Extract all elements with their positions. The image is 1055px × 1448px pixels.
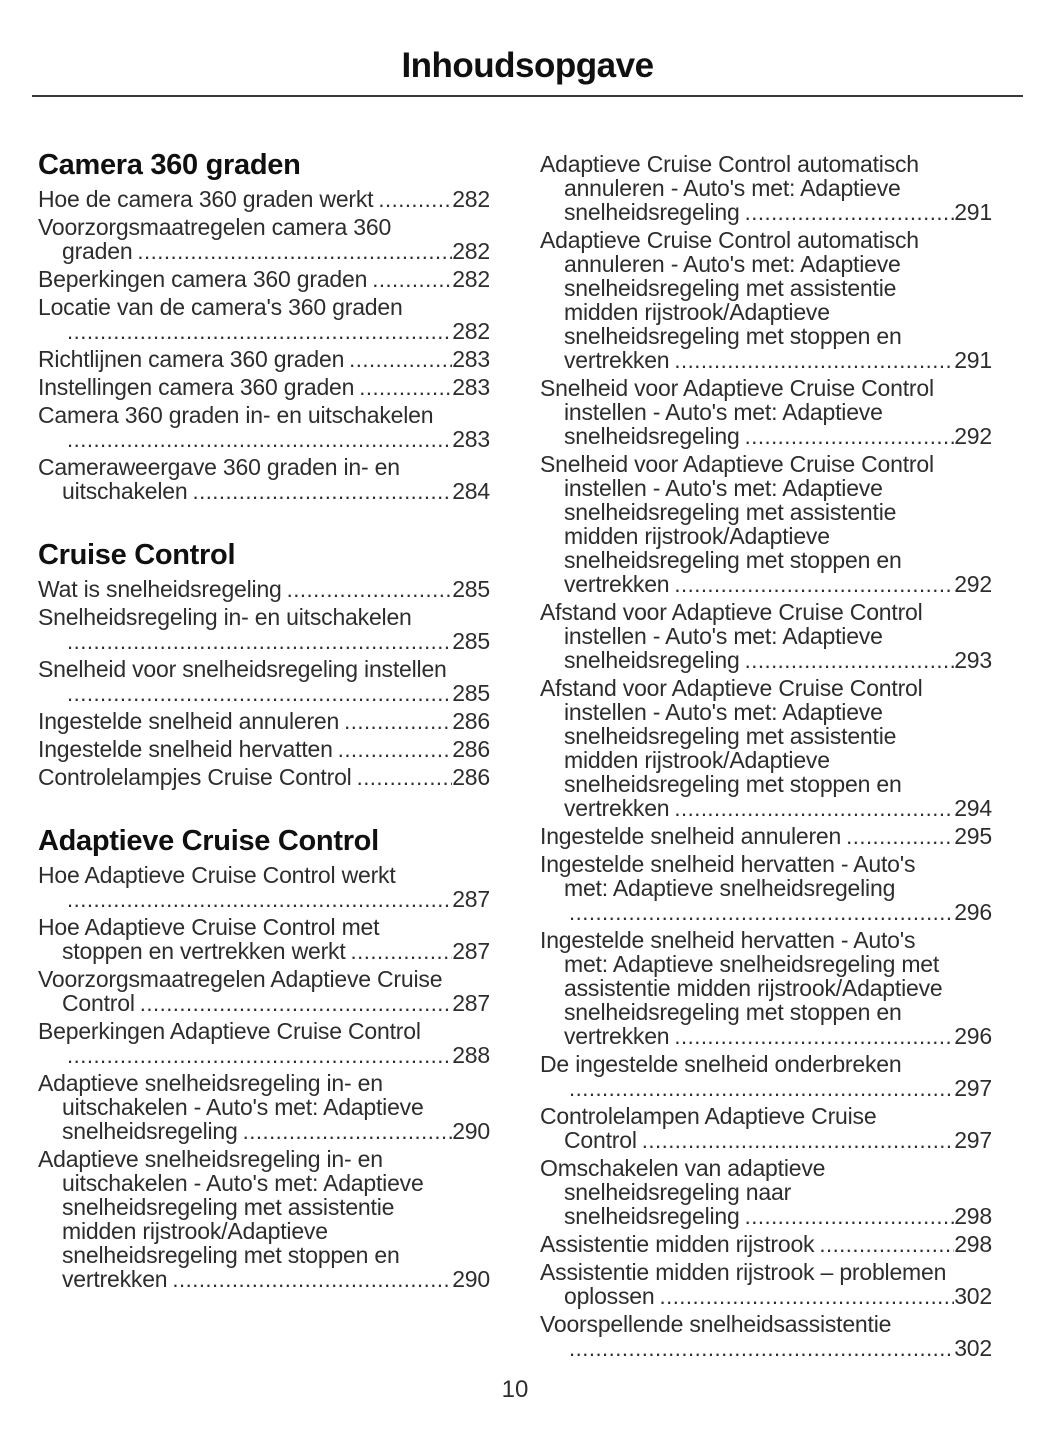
toc-entry-line — [38, 1147, 490, 1171]
toc-entry-line — [540, 548, 992, 572]
toc-entry-line — [540, 700, 992, 724]
toc-entry-line — [540, 1260, 992, 1284]
dot-leader — [378, 187, 452, 212]
toc-entry-line — [38, 1267, 490, 1292]
entry-text: snelheidsregeling met assistentie — [564, 723, 897, 749]
entry-page-number: 297 — [954, 1127, 992, 1153]
entry-page-number: 296 — [954, 1023, 992, 1049]
toc-entry — [540, 928, 992, 1049]
section-heading: Camera 360 graden — [38, 149, 301, 181]
entry-text: annuleren - Auto's met: Adaptieve — [564, 251, 901, 277]
toc-entry-line — [540, 572, 992, 597]
toc-entry-line — [38, 479, 490, 504]
entry-page-number: 286 — [452, 708, 490, 734]
toc-entry — [38, 709, 490, 734]
entry-text: Hoe Adaptieve Cruise Control met — [38, 914, 380, 940]
dot-leader — [287, 577, 453, 602]
toc-entry-line — [540, 1204, 992, 1229]
toc-entry-line — [38, 887, 490, 912]
toc-entry-line — [540, 1232, 992, 1257]
section-heading: Adaptieve Cruise Control — [38, 825, 379, 857]
dot-leader — [642, 1128, 954, 1153]
entry-text: Afstand voor Adaptieve Cruise Control — [540, 675, 923, 701]
toc-entry-line — [38, 863, 490, 887]
toc-entry — [540, 152, 992, 225]
entry-text: snelheidsregeling met assistentie — [62, 1194, 395, 1220]
toc-entry-line — [38, 939, 490, 964]
toc-entry-line — [38, 187, 490, 212]
entry-text: Adaptieve snelheidsregeling in- en — [38, 1146, 383, 1172]
entry-text: vertrekken — [564, 571, 670, 597]
entry-text: Locatie van de camera's 360 graden — [38, 294, 403, 320]
toc-entry-line — [540, 1076, 992, 1101]
entry-page-number: 283 — [452, 346, 490, 372]
toc-entry-line — [540, 1024, 992, 1049]
toc-entry — [38, 863, 490, 912]
toc-entry — [540, 1104, 992, 1153]
entry-text: Control — [564, 1127, 637, 1153]
entry-text: Assistentie midden rijstrook – problemen — [540, 1259, 947, 1285]
toc-entry-line — [38, 577, 490, 602]
toc-entry-line — [540, 876, 992, 900]
entry-text: midden rijstrook/Adaptieve — [564, 523, 830, 549]
toc-entry-line — [38, 629, 490, 654]
toc-entry — [540, 1052, 992, 1101]
toc-entry-line — [540, 176, 992, 200]
toc-entry-line — [540, 1156, 992, 1180]
entry-text: Adaptieve snelheidsregeling in- en — [38, 1070, 383, 1096]
entry-text: Camera 360 graden in- en uitschakelen — [38, 402, 434, 428]
entry-text: Cameraweergave 360 graden in- en — [38, 454, 400, 480]
entry-text: uitschakelen — [62, 478, 188, 504]
toc-entry-line — [38, 1095, 490, 1119]
entry-page-number: 287 — [452, 886, 490, 912]
header-rule — [32, 95, 1023, 97]
toc-entry-line — [540, 1180, 992, 1204]
entry-text: Controlelampen Adaptieve Cruise — [540, 1103, 877, 1129]
dot-leader — [674, 1024, 954, 1049]
entry-text: Wat is snelheidsregeling — [38, 576, 282, 602]
toc-entry-line — [540, 1284, 992, 1309]
toc-entry-line — [540, 624, 992, 648]
toc-entry — [540, 228, 992, 373]
toc-entry-line — [38, 347, 490, 372]
toc-entry-line — [540, 400, 992, 424]
entry-text: vertrekken — [62, 1266, 168, 1292]
toc-entry — [38, 1071, 490, 1144]
toc-column-right — [540, 150, 992, 1364]
entry-text: oplossen — [564, 1283, 655, 1309]
dot-leader — [819, 1232, 954, 1257]
toc-entry-line — [540, 452, 992, 476]
entry-page-number: 291 — [954, 199, 992, 225]
entry-text: Adaptieve Cruise Control automatisch — [540, 227, 919, 253]
dot-leader — [745, 648, 955, 673]
toc-entry-line — [38, 737, 490, 762]
toc-entry-line — [38, 455, 490, 479]
entry-text: snelheidsregeling — [564, 423, 740, 449]
toc-entry — [540, 452, 992, 597]
dot-leader — [67, 629, 452, 654]
toc-entry — [540, 600, 992, 673]
toc-entry-line — [540, 252, 992, 276]
entry-page-number: 285 — [452, 628, 490, 654]
dot-leader — [674, 796, 954, 821]
toc-entry — [38, 577, 490, 602]
toc-entry-line — [540, 772, 992, 796]
dot-leader — [243, 1119, 453, 1144]
entry-page-number: 294 — [954, 795, 992, 821]
entry-text: midden rijstrook/Adaptieve — [564, 747, 830, 773]
toc-entry-line — [38, 215, 490, 239]
toc-entry-line — [38, 657, 490, 681]
toc-entry-line — [540, 228, 992, 252]
toc-entry — [38, 267, 490, 292]
dot-leader — [846, 824, 954, 849]
toc-entry — [38, 737, 490, 762]
dot-leader — [674, 348, 954, 373]
entry-text: snelheidsregeling met stoppen en — [564, 323, 902, 349]
entry-page-number: 283 — [452, 426, 490, 452]
toc-entry-line — [540, 200, 992, 225]
toc-entry-line — [38, 1119, 490, 1144]
dot-leader — [674, 572, 954, 597]
entry-text: Snelheidsregeling in- en uitschakelen — [38, 604, 412, 630]
entry-text: Adaptieve Cruise Control automatisch — [540, 151, 919, 177]
toc-entry — [540, 1260, 992, 1309]
dot-leader — [140, 991, 452, 1016]
entry-text: Instellingen camera 360 graden — [38, 374, 355, 400]
entry-text: Controlelampjes Cruise Control — [38, 764, 352, 790]
toc-entry-line — [540, 276, 992, 300]
entry-text: Ingestelde snelheid hervatten — [38, 736, 333, 762]
toc-entry-line — [38, 1019, 490, 1043]
dot-leader — [351, 939, 453, 964]
page-footer — [38, 1376, 992, 1404]
toc-entry-line — [38, 709, 490, 734]
dot-leader — [569, 1336, 954, 1361]
entry-page-number: 290 — [452, 1266, 490, 1292]
toc-entry — [540, 676, 992, 821]
toc-entry-line — [540, 796, 992, 821]
entry-text: midden rijstrook/Adaptieve — [62, 1218, 328, 1244]
entry-text: Voorzorgsmaatregelen Adaptieve Cruise — [38, 966, 443, 992]
entry-page-number: 287 — [452, 938, 490, 964]
entry-text: instellen - Auto's met: Adaptieve — [564, 699, 883, 725]
toc-entry — [38, 403, 490, 452]
dot-leader — [659, 1284, 954, 1309]
dot-leader — [372, 267, 452, 292]
toc-entry-line — [38, 403, 490, 427]
entry-page-number: 292 — [954, 423, 992, 449]
entry-page-number: 282 — [452, 266, 490, 292]
dot-leader — [357, 765, 453, 790]
entry-text: vertrekken — [564, 795, 670, 821]
entry-text: stoppen en vertrekken werkt — [62, 938, 346, 964]
toc-entry-line — [540, 648, 992, 673]
toc-entry-line — [540, 676, 992, 700]
toc-column-left — [38, 150, 490, 1364]
toc-entry-line — [540, 152, 992, 176]
toc-entry-line — [38, 239, 490, 264]
entry-page-number: 282 — [452, 238, 490, 264]
toc-entry — [38, 915, 490, 964]
entry-text: vertrekken — [564, 1023, 670, 1049]
entry-page-number: 302 — [954, 1335, 992, 1361]
section-heading: Cruise Control — [38, 539, 236, 571]
toc-entry-line — [540, 900, 992, 925]
dot-leader — [137, 239, 452, 264]
toc-entry-line — [540, 600, 992, 624]
toc-entry — [540, 1156, 992, 1229]
dot-leader — [172, 1267, 452, 1292]
entry-text: Hoe Adaptieve Cruise Control werkt — [38, 862, 396, 888]
toc-entry-line — [38, 427, 490, 452]
toc-entry-line — [38, 765, 490, 790]
entry-text: uitschakelen - Auto's met: Adaptieve — [62, 1170, 424, 1196]
entry-text: vertrekken — [564, 347, 670, 373]
toc-entry — [38, 605, 490, 654]
dot-leader — [67, 681, 452, 706]
entry-page-number: 288 — [452, 1042, 490, 1068]
entry-text: snelheidsregeling — [564, 199, 740, 225]
entry-text: snelheidsregeling — [564, 647, 740, 673]
toc-entry — [540, 1312, 992, 1361]
entry-text: Assistentie midden rijstrook — [540, 1231, 815, 1257]
entry-text: Ingestelde snelheid annuleren — [540, 823, 842, 849]
entry-text: Richtlijnen camera 360 graden — [38, 346, 345, 372]
entry-text: instellen - Auto's met: Adaptieve — [564, 399, 883, 425]
entry-page-number: 285 — [452, 576, 490, 602]
toc-entry-line — [38, 1243, 490, 1267]
entry-page-number: 286 — [452, 764, 490, 790]
entry-text: met: Adaptieve snelheidsregeling met — [564, 951, 940, 977]
toc-entry-line — [38, 267, 490, 292]
dot-leader — [569, 1076, 954, 1101]
entry-page-number: 295 — [954, 823, 992, 849]
entry-page-number: 282 — [452, 186, 490, 212]
entry-page-number: 283 — [452, 374, 490, 400]
dot-leader — [745, 424, 955, 449]
toc-entry-line — [540, 1312, 992, 1336]
entry-page-number: 291 — [954, 347, 992, 373]
toc-entry — [38, 657, 490, 706]
toc-entry — [38, 967, 490, 1016]
toc-entry-line — [540, 300, 992, 324]
entry-text: snelheidsregeling met stoppen en — [62, 1242, 400, 1268]
entry-text: Snelheid voor Adaptieve Cruise Control — [540, 375, 934, 401]
toc-entry-line — [540, 824, 992, 849]
entry-text: snelheidsregeling met stoppen en — [564, 547, 902, 573]
page-number: 10 — [501, 1376, 529, 1403]
toc-entry-line — [38, 605, 490, 629]
toc-entry-line — [540, 724, 992, 748]
toc-entry-line — [38, 295, 490, 319]
toc-entry — [540, 1232, 992, 1257]
entry-text: Voorzorgsmaatregelen camera 360 — [38, 214, 392, 240]
toc-entry-line — [540, 424, 992, 449]
toc-entry — [38, 1147, 490, 1292]
entry-text: snelheidsregeling met stoppen en — [564, 771, 902, 797]
toc-entry-line — [540, 748, 992, 772]
toc-entry-line — [38, 681, 490, 706]
entry-page-number: 290 — [452, 1118, 490, 1144]
entry-page-number: 292 — [954, 571, 992, 597]
toc-entry-line — [540, 852, 992, 876]
toc-entry — [38, 295, 490, 344]
toc-entry — [38, 375, 490, 400]
entry-page-number: 296 — [954, 899, 992, 925]
toc-entry — [540, 824, 992, 849]
toc-entry-line — [540, 1000, 992, 1024]
toc-entry-line — [38, 1071, 490, 1095]
entry-page-number: 298 — [954, 1231, 992, 1257]
entry-text: Afstand voor Adaptieve Cruise Control — [540, 599, 923, 625]
entry-page-number: 298 — [954, 1203, 992, 1229]
entry-page-number: 286 — [452, 736, 490, 762]
toc-entry-line — [540, 500, 992, 524]
entry-text: Snelheid voor Adaptieve Cruise Control — [540, 451, 934, 477]
toc-entry-line — [38, 991, 490, 1016]
entry-text: snelheidsregeling met stoppen en — [564, 999, 902, 1025]
dot-leader — [192, 479, 452, 504]
entry-text: Omschakelen van adaptieve — [540, 1155, 826, 1181]
dot-leader — [359, 375, 452, 400]
entry-text: snelheidsregeling — [564, 1203, 740, 1229]
entry-page-number: 297 — [954, 1075, 992, 1101]
entry-page-number: 302 — [954, 1283, 992, 1309]
entry-text: instellen - Auto's met: Adaptieve — [564, 623, 883, 649]
entry-text: snelheidsregeling — [62, 1118, 238, 1144]
toc-entry — [38, 1019, 490, 1068]
entry-text: instellen - Auto's met: Adaptieve — [564, 475, 883, 501]
toc-entry-line — [540, 1336, 992, 1361]
toc-entry-line — [540, 952, 992, 976]
dot-leader — [338, 737, 453, 762]
entry-text: uitschakelen - Auto's met: Adaptieve — [62, 1094, 424, 1120]
toc-entry-line — [540, 324, 992, 348]
page-title: Inhoudsopgave — [401, 46, 654, 85]
dot-leader — [67, 887, 452, 912]
entry-text: graden — [62, 238, 133, 264]
entry-text: annuleren - Auto's met: Adaptieve — [564, 175, 901, 201]
toc-entry-line — [38, 1171, 490, 1195]
dot-leader — [344, 709, 452, 734]
entry-text: Beperkingen Adaptieve Cruise Control — [38, 1018, 421, 1044]
entry-text: snelheidsregeling met assistentie — [564, 275, 897, 301]
toc-entry-line — [540, 524, 992, 548]
entry-text: Hoe de camera 360 graden werkt — [38, 186, 374, 212]
toc-entry-line — [540, 928, 992, 952]
entry-text: Control — [62, 990, 135, 1016]
entry-text: snelheidsregeling naar — [564, 1179, 792, 1205]
toc-entry-line — [38, 915, 490, 939]
entry-text: Snelheid voor snelheidsregeling instellen — [38, 656, 447, 682]
toc-entry — [38, 455, 490, 504]
toc-entry — [38, 187, 490, 212]
toc-entry-line — [540, 476, 992, 500]
toc-entry — [38, 765, 490, 790]
entry-text: Ingestelde snelheid annuleren — [38, 708, 340, 734]
toc-entry-line — [540, 376, 992, 400]
entry-text: Ingestelde snelheid hervatten - Auto's — [540, 851, 916, 877]
toc-entry-line — [540, 1104, 992, 1128]
toc-entry-line — [540, 1052, 992, 1076]
toc-entry-line — [540, 348, 992, 373]
toc-entry-line — [540, 1128, 992, 1153]
entry-page-number: 293 — [954, 647, 992, 673]
entry-page-number: 285 — [452, 680, 490, 706]
dot-leader — [67, 319, 452, 344]
toc-entry — [540, 376, 992, 449]
toc-entry-line — [38, 1219, 490, 1243]
toc-entry — [38, 347, 490, 372]
toc-entry-line — [38, 1043, 490, 1068]
dot-leader — [745, 1204, 955, 1229]
dot-leader — [745, 200, 955, 225]
entry-text: assistentie midden rijstrook/Adaptieve — [564, 975, 943, 1001]
entry-text: midden rijstrook/Adaptieve — [564, 299, 830, 325]
entry-page-number: 282 — [452, 318, 490, 344]
toc — [38, 150, 992, 1364]
toc-entry-line — [38, 967, 490, 991]
page-header — [0, 0, 1055, 97]
entry-page-number: 287 — [452, 990, 490, 1016]
toc-entry-line — [38, 319, 490, 344]
toc-entry-line — [38, 1195, 490, 1219]
entry-text: De ingestelde snelheid onderbreken — [540, 1051, 902, 1077]
toc-entry — [38, 215, 490, 264]
entry-text: Beperkingen camera 360 graden — [38, 266, 368, 292]
toc-entry — [540, 852, 992, 925]
entry-text: Voorspellende snelheidsassistentie — [540, 1311, 892, 1337]
toc-entry-line — [38, 375, 490, 400]
entry-text: met: Adaptieve snelheidsregeling — [564, 875, 896, 901]
entry-text: snelheidsregeling met assistentie — [564, 499, 897, 525]
dot-leader — [349, 347, 452, 372]
entry-text: Ingestelde snelheid hervatten - Auto's — [540, 927, 916, 953]
toc-entry-line — [540, 976, 992, 1000]
entry-page-number: 284 — [452, 478, 490, 504]
dot-leader — [67, 427, 452, 452]
dot-leader — [569, 900, 954, 925]
dot-leader — [67, 1043, 452, 1068]
